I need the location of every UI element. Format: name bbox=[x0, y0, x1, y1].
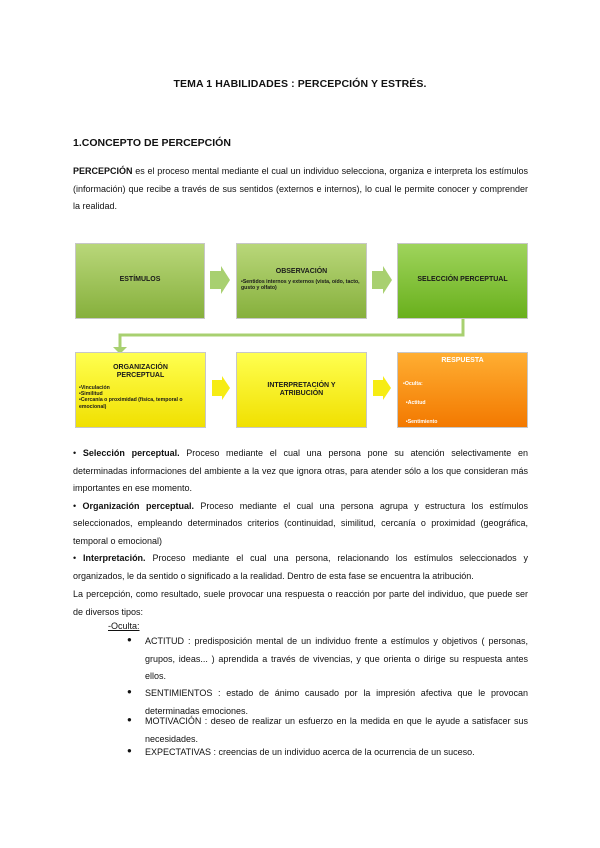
box-estimulos bbox=[75, 243, 205, 319]
box-seleccion-label: SELECCIÓN PERCEPTUAL bbox=[417, 276, 508, 283]
arrow-1 bbox=[210, 266, 230, 294]
bullet-dot: ● bbox=[127, 715, 132, 724]
definition-term: Selección perceptual. bbox=[82, 448, 180, 458]
oculta-label: -Oculta: bbox=[108, 621, 140, 631]
definition-text: Proceso mediante el cual una persona agrupa y estructura los estímulos seleccionados, empleando determinados criterios (continuidad, similitud, cercanía o proximidad (geográfica, temporal o emocional) bbox=[73, 500, 528, 546]
respuesta-item: •Actitud bbox=[403, 400, 426, 407]
definition-text: Proceso mediante el cual una persona, relacionando los estímulos seleccionados y organizados, le da sentido o significado a la realidad. Dentro de esta fase se encuentra la atribución. bbox=[73, 553, 528, 581]
result-paragraph: La percepción, como resultado, suele provocar una respuesta o reacción por parte del individuo, que puede ser de diversos tipos: bbox=[73, 589, 528, 617]
intro-term: PERCEPCIÓN bbox=[73, 166, 133, 176]
bullet-dot: ● bbox=[127, 635, 132, 644]
box-observacion bbox=[236, 243, 367, 319]
section-heading: 1.CONCEPTO DE PERCEPCIÓN bbox=[73, 137, 231, 149]
box-organizacion-title: ORGANIZACIÓN PERCEPTUAL bbox=[113, 364, 168, 379]
arrow-2 bbox=[372, 266, 392, 294]
respuesta-item: •Motivación bbox=[403, 438, 435, 445]
definition-item: • Organización perceptual. Proceso mediante el cual una persona agrupa y estructura los estímulos seleccionados, empleando determinados criterios (continuidad, similitud, cercanía o proximidad (geográfica, temporal o emocional) bbox=[73, 500, 528, 546]
organizacion-item: •Cercanía o proximidad (física, temporal o emocional) bbox=[79, 397, 183, 410]
definition-item: • Interpretación. Proceso mediante el cual una persona, relacionando los estímulos seleccionados y organizados, le da sentido o significado a la realidad. Dentro de esta fase se encuentra la atribución. bbox=[73, 553, 528, 581]
box-observacion-title: OBSERVACIÓN bbox=[275, 268, 328, 275]
respuesta-item: •Expectativa bbox=[403, 457, 437, 464]
box-organizacion bbox=[75, 352, 206, 428]
arrow-5 bbox=[373, 376, 391, 400]
respuesta-item: •Comportamiento bbox=[403, 496, 450, 503]
organizacion-item: •Vinculación bbox=[79, 385, 110, 391]
box-organizacion-items bbox=[76, 380, 205, 410]
box-respuesta-title: RESPUESTA bbox=[441, 357, 484, 364]
oculta-item-motivacion: MOTIVACIÓN : deseo de realizar un esfuerzo en la medida en que le ayude a satisfacer sus necesidades. bbox=[145, 716, 528, 744]
definition-item: • Selección perceptual. Proceso mediante el cual una persona pone su atención selectivamente en determinadas informaciones del ambiente a la vez que ignora otras, para atender sólo a los que consideran más importantes en ese momento. bbox=[73, 448, 528, 493]
oculta-item-expectativas: EXPECTATIVAS : creencias de un individuo acerca de la ocurrencia de un suceso. bbox=[145, 747, 475, 757]
respuesta-item: •Sentimiento bbox=[403, 419, 438, 426]
box-observacion-text: •Sentidos internos y externos (vista, oído, tacto, gusto y olfato) bbox=[241, 279, 360, 292]
intro-text: es el proceso mental mediante el cual un individuo selecciona, organiza e interpreta los estímulos (información) que recibe a través de sus sentidos (externos e internos), lo cual le permite conocer y comprender la realidad. bbox=[73, 166, 528, 211]
definition-text: Proceso mediante el cual una persona pone su atención selectivamente en determinadas informaciones del ambiente a la vez que ignora otras, para atender sólo a los que consideran más importantes en ese momento. bbox=[73, 448, 528, 493]
box-respuesta bbox=[397, 352, 528, 503]
oculta-item-sentimientos: SENTIMIENTOS : estado de ánimo causado por la impresión afectiva que le provocan determinadas emociones. bbox=[145, 688, 528, 716]
respuesta-item: •Abierta: bbox=[403, 476, 425, 483]
organizacion-item: •Similitud bbox=[79, 391, 103, 398]
respuesta-item: •Oculta: bbox=[403, 380, 423, 387]
box-interpretacion-label: INTERPRETACIÓN Y ATRIBUCIÓN bbox=[267, 382, 336, 397]
bullet-dot: ● bbox=[127, 687, 132, 696]
definitions-block bbox=[73, 445, 528, 585]
definition-term: Interpretación. bbox=[83, 553, 146, 563]
document-title: TEMA 1 HABILIDADES : PERCEPCIÓN Y ESTRÉS. bbox=[173, 78, 427, 90]
arrow-4 bbox=[212, 376, 230, 400]
box-seleccion bbox=[397, 243, 528, 319]
bullet-dot: ● bbox=[127, 746, 132, 755]
oculta-item-actitud: ACTITUD : predisposición mental de un individuo frente a estímulos y objetivos ( personas, grupos, ideas... ) aprendida a través de vivencias, y que orienta o dirige su respuesta antes ellos. bbox=[145, 636, 528, 681]
definition-term: Organización perceptual. bbox=[82, 500, 194, 511]
box-estimulos-label: ESTÍMULOS bbox=[119, 276, 161, 283]
box-interpretacion bbox=[236, 352, 367, 428]
